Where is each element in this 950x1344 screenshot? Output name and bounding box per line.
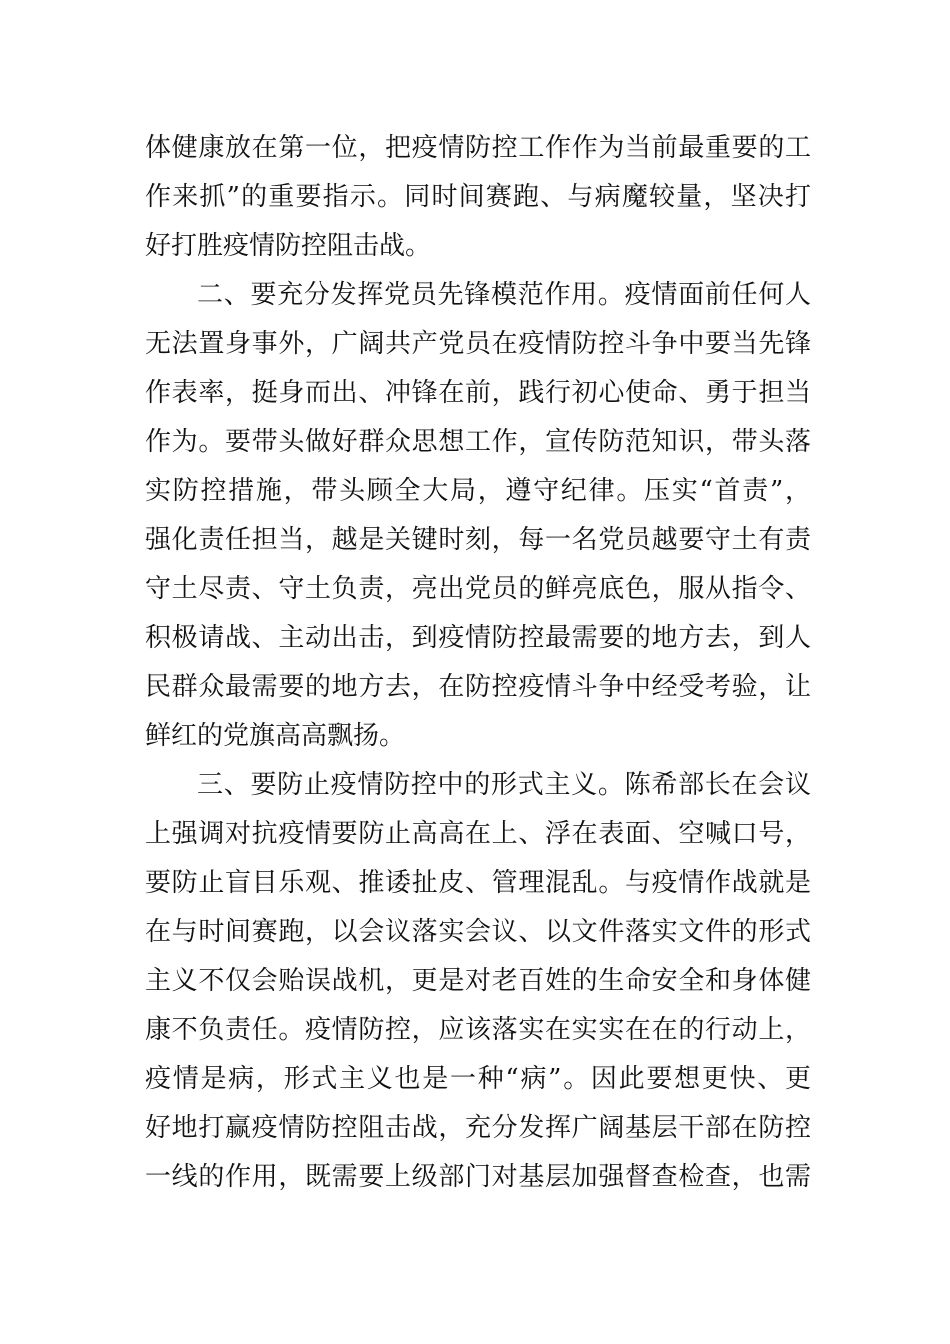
text-line: 上强调对抗疫情要防止高高在上、浮在表面、空喊口号， <box>145 819 811 849</box>
text-line: 作来抓”的重要指示。同时间赛跑、与病魔较量，坚决打 <box>145 182 811 212</box>
paragraph-start-line: 三、要防止疫情防控中的形式主义。陈希部长在会议 <box>197 770 811 800</box>
text-line: 好地打赢疫情防控阻击战，充分发挥广阔基层干部在防控 <box>145 1113 811 1143</box>
text-line: 鲜红的党旗高高飘扬。 <box>145 721 406 751</box>
text-line: 强化责任担当，越是关键时刻，每一名党员越要守土有责 <box>145 525 811 555</box>
text-line: 实防控措施，带头顾全大局，遵守纪律。压实“首责”， <box>145 476 811 506</box>
text-line: 守土尽责、守土负责，亮出党员的鲜亮底色，服从指令、 <box>145 574 811 604</box>
text-line: 作表率，挺身而出、冲锋在前，践行初心使命、勇于担当 <box>145 378 811 408</box>
text-line: 康不负责任。疫情防控，应该落实在实实在在的行动上， <box>145 1015 811 1045</box>
text-line: 好打胜疫情防控阻击战。 <box>145 231 432 261</box>
text-line: 一线的作用，既需要上级部门对基层加强督查检查，也需 <box>145 1162 811 1192</box>
text-line: 要防止盲目乐观、推诿扯皮、管理混乱。与疫情作战就是 <box>145 868 811 898</box>
text-line: 民群众最需要的地方去，在防控疫情斗争中经受考验，让 <box>145 672 811 702</box>
text-line: 体健康放在第一位，把疫情防控工作作为当前最重要的工 <box>145 133 811 163</box>
text-line: 在与时间赛跑，以会议落实会议、以文件落实文件的形式 <box>145 917 811 947</box>
text-line: 主义不仅会贻误战机，更是对老百姓的生命安全和身体健 <box>145 966 811 996</box>
text-line: 无法置身事外，广阔共产党员在疫情防控斗争中要当先锋 <box>145 329 811 359</box>
text-line: 疫情是病，形式主义也是一种“病”。因此要想更快、更 <box>145 1064 811 1094</box>
text-line: 作为。要带头做好群众思想工作，宣传防范知识，带头落 <box>145 427 811 457</box>
text-line: 积极请战、主动出击，到疫情防控最需要的地方去，到人 <box>145 623 811 653</box>
paragraph-start-line: 二、要充分发挥党员先锋模范作用。疫情面前任何人 <box>197 280 811 310</box>
